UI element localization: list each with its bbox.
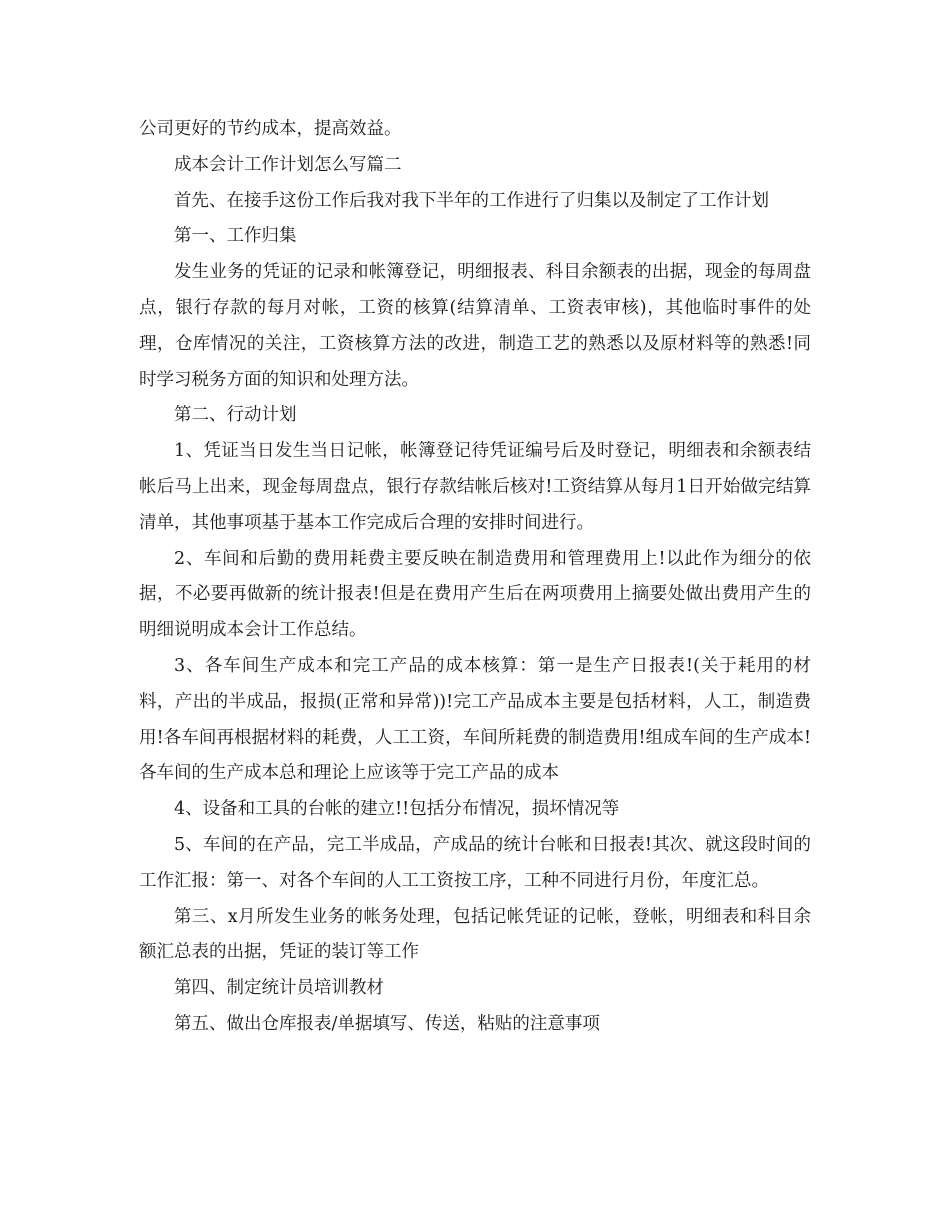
section-title: 成本会计工作计划怎么写篇二	[174, 154, 402, 175]
heading-work-summary: 第一、工作归集	[174, 226, 297, 247]
document-body	[139, 112, 811, 1043]
paragraph-intro: 首先、在接手这份工作后我对我下半年的工作进行了归集以及制定了工作计划	[174, 190, 769, 211]
paragraph-closing-line: 公司更好的节约成本，提高效益。	[139, 119, 402, 139]
paragraph-plan-item-2: 2、车间和后勤的费用耗费主要反映在制造费用和管理费用上!以此作为细分的依据，不必要再做新的统计报表!但是在费用产生后在两项费用上摘要处做出费用产生的明细说明成本会计工作总结。	[139, 548, 811, 641]
paragraph-fourth: 第四、制定统计员培训教材	[174, 978, 384, 999]
paragraph-work-summary: 发生业务的凭证的记录和帐簿登记，明细报表、科目余额表的出据，现金的每周盘点，银行存款的每月对帐，工资的核算(结算清单、工资表审核)，其他临时事件的处理，仓库情况的关注，工资核算方法的改进，制造工艺的熟悉以及原材料等的熟悉!同时学习税务方面的知识和处理方法。	[139, 262, 811, 390]
heading-action-plan: 第二、行动计划	[174, 405, 297, 426]
paragraph-plan-item-1: 1、凭证当日发生当日记帐，帐簿登记待凭证编号后及时登记，明细表和余额表结帐后马上出来，现金每周盘点，银行存款结帐后核对!工资结算从每月1日开始做完结算清单，其他事项基于基本工作完成后合理的安排时间进行。	[139, 441, 811, 533]
paragraph-third: 第三、x月所发生业务的帐务处理，包括记帐凭证的记帐，登帐，明细表和科目余额汇总表的出据，凭证的装订等工作	[139, 906, 811, 963]
paragraph-plan-item-3: 3、各车间生产成本和完工产品的成本核算：第一是生产日报表!(关于耗用的材料，产出的半成品，报损(正常和异常))!完工产品成本主要是包括材料，人工，制造费用!各车间再根据材料的耗费，人工工资，车间所耗费的制造费用!组成车间的生产成本!各车间的生产成本总和理论上应该等于完工产品的成本	[139, 655, 811, 784]
paragraph-plan-item-5: 5、车间的在产品，完工半成品，产成品的统计台帐和日报表!其次、就这段时间的工作汇报：第一、对各个车间的人工工资按工序，工种不同进行月份，年度汇总。	[139, 834, 811, 891]
paragraph-fifth: 第五、做出仓库报表/单据填写、传送，粘贴的注意事项	[174, 1013, 600, 1034]
paragraph-plan-item-4: 4、设备和工具的台帐的建立!!包括分布情况，损坏情况等	[174, 799, 620, 820]
